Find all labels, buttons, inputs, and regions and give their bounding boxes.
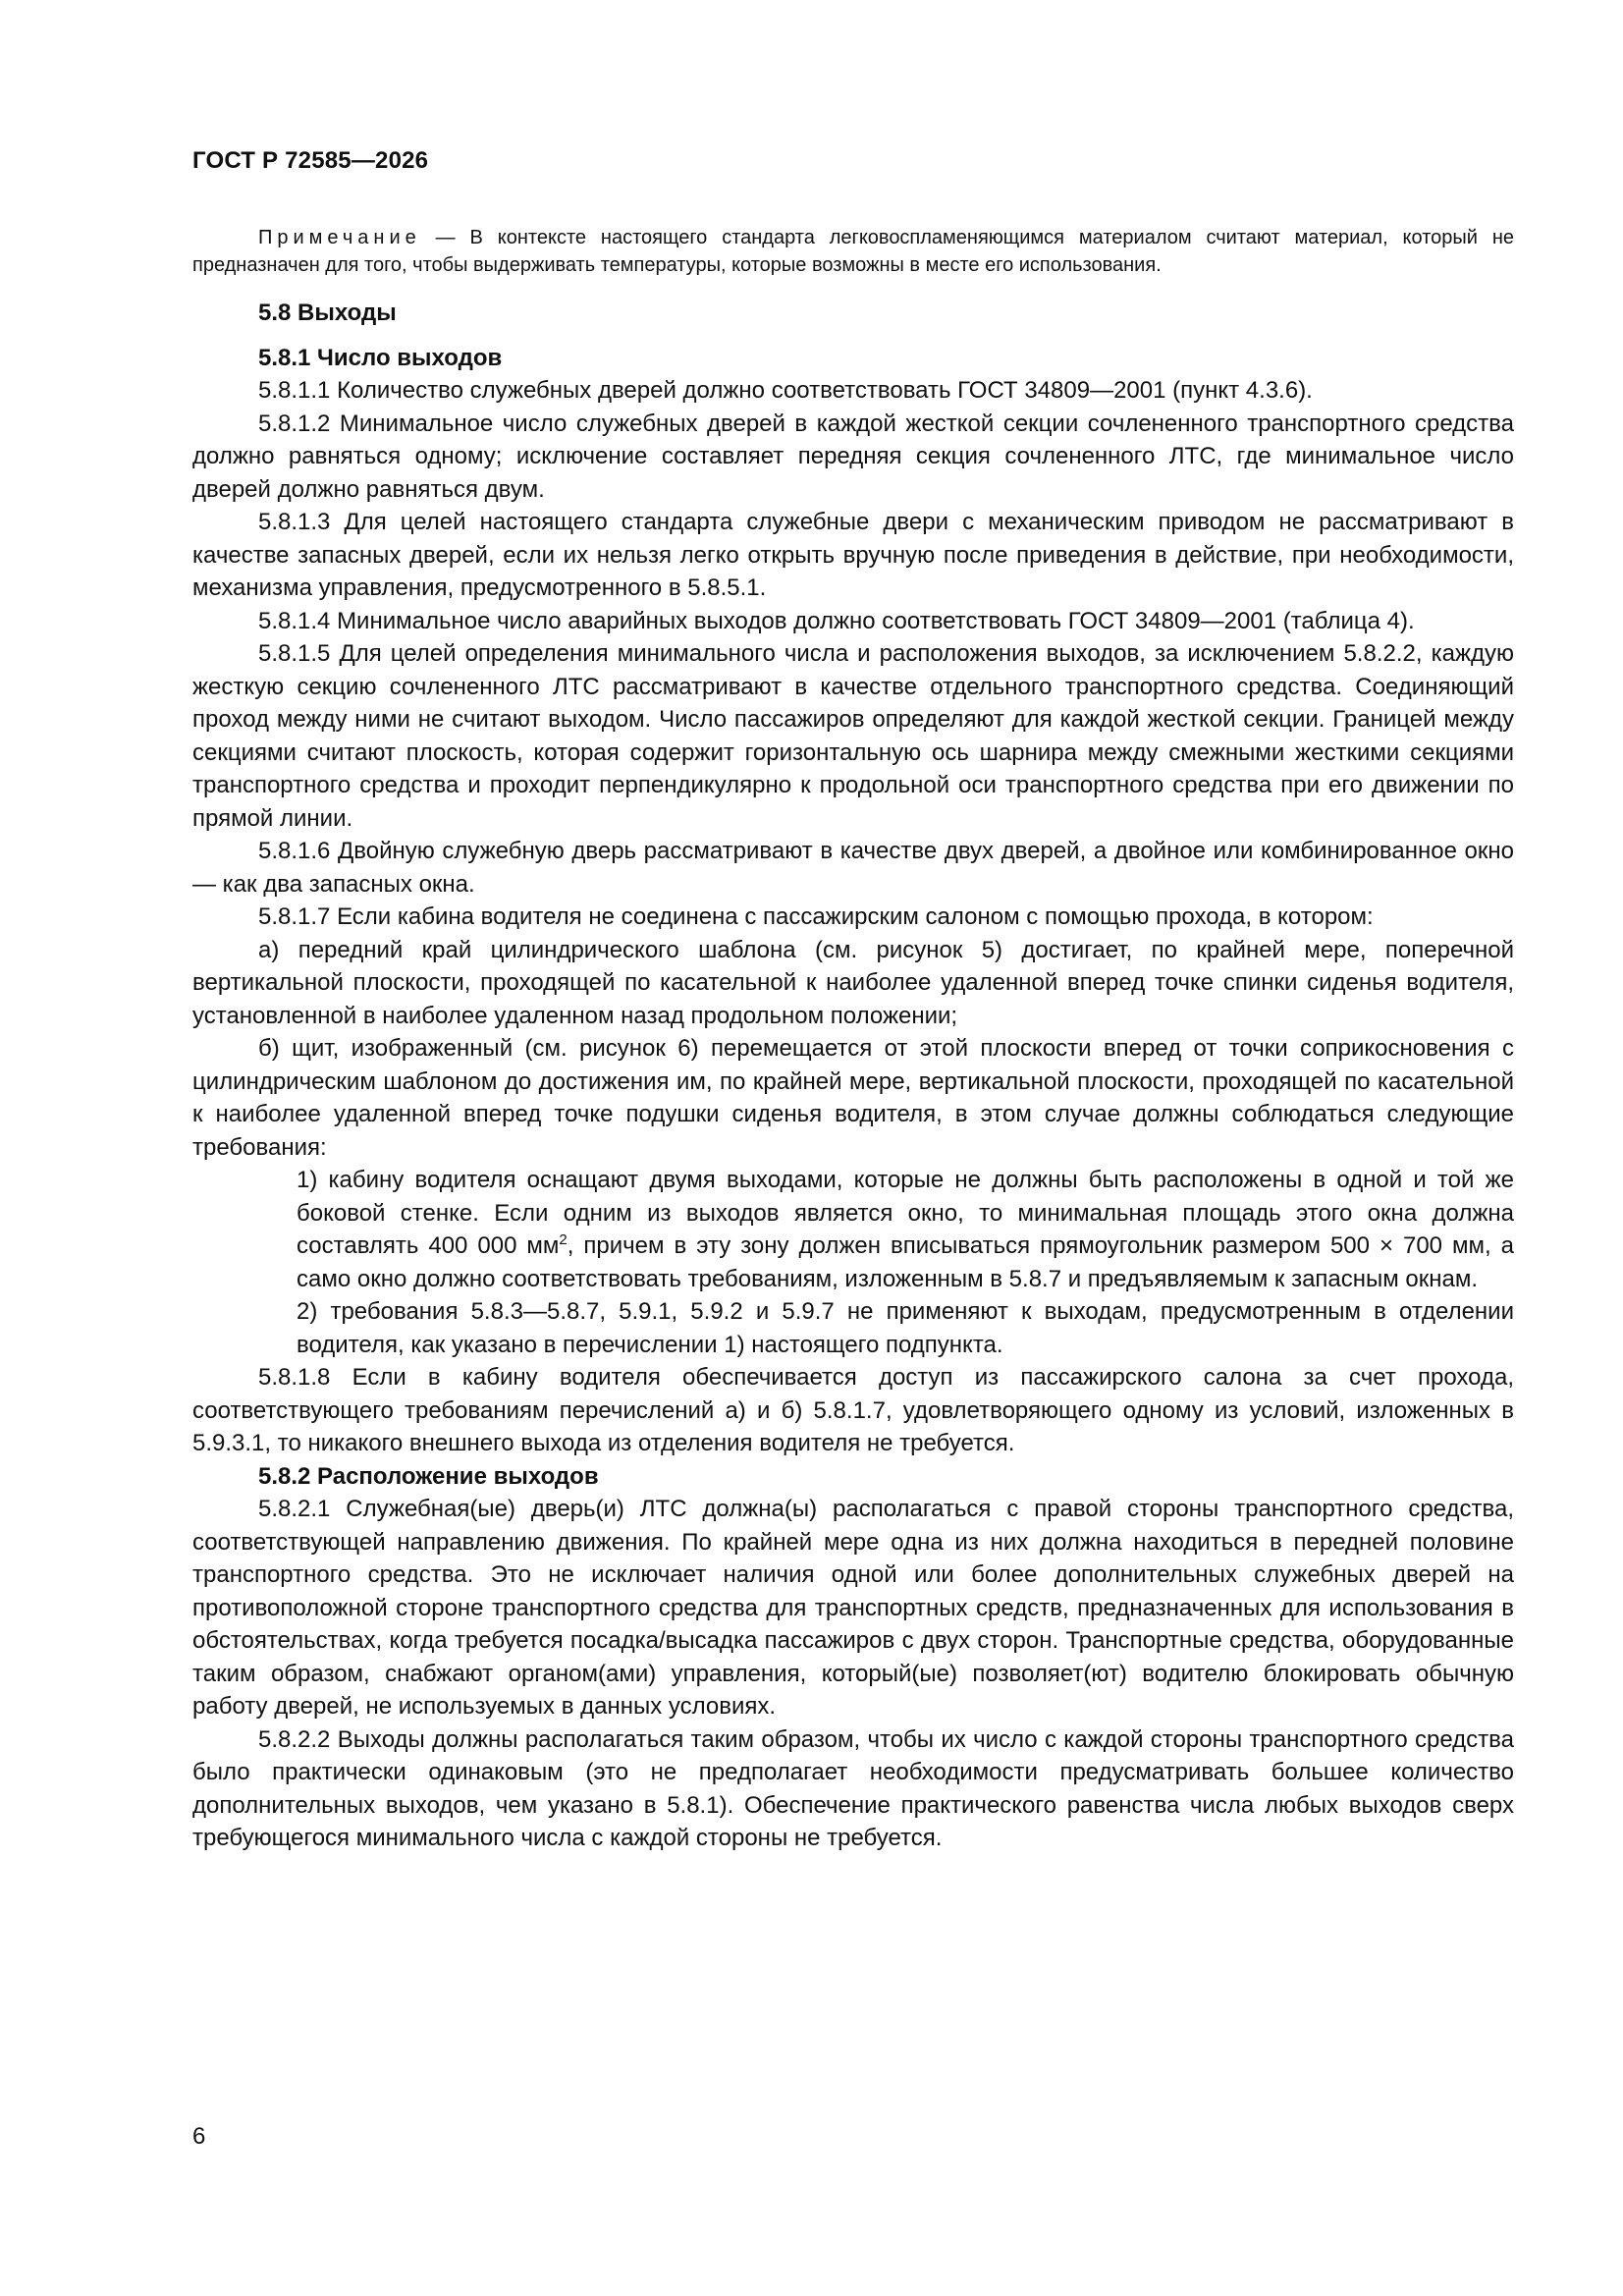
section-5-8-2-heading: 5.8.2 Расположение выходов [258,1462,599,1490]
clause-5-8-2-1: 5.8.2.1 Служебная(ые) дверь(и) ЛТС должна(ы) располагаться с правой стороны транспортного средства, соответствующей направлению движения. По крайней мере одна из них должна находиться в передней половине транспортного средства. Это не исключает наличия одной или более дополнительных служебных дверей на противоположной стороне транспортного средства для транспортных средств, предназначенных для использования в обстоятельствах, когда требуется посадка/высадка пассажиров с двух сторон. Транспортные средства, оборудованные таким образом, снабжают органом(ами) управления, который(ые) позволяет(ют) водителю блокировать обычную работу дверей, не используемых в данных условиях. [192,1496,1514,1720]
clause-5-8-1-5: 5.8.1.5 Для целей определения минимального числа и расположения выходов, за исключением 5.8.2.2, каждую жесткую секцию сочлененного ЛТС рассматривают в качестве отдельного транспортного средства. Соединяющий проход между ними не считают выходом. Число пассажиров определяют для каждой жесткой секции. Границей между секциями считают плоскость, которая содержит горизонтальную ось шарнира между смежными жесткими секциями транспортного средства и проходит перпендикулярно к продольной оси транспортного средства при его движении по прямой линии. [192,640,1514,832]
clause-5-8-1-2: 5.8.1.2 Минимальное число служебных дверей в каждой жесткой секции сочлененного транспортного средства должно равняться одному; исключение составляет передняя секция сочлененного ЛТС, где минимальное число дверей должно равняться двум. [192,410,1514,503]
clause-5-8-1-7-b-1 [192,1164,1514,1295]
clause-5-8-1-7: 5.8.1.7 Если кабина водителя не соединена с пассажирским салоном с помощью прохода, в котором: [258,903,1374,930]
superscript-2: 2 [559,1231,568,1248]
clause-5-8-1-7-b-1-text-cont: , причем в эту зону должен вписываться прямоугольник размером 500 × 700 мм, а само окно должно соответствовать требованиям, изложенным в 5.8.7 и предъявляемым к запасным окнам. [297,1232,1514,1292]
section-5-8-heading: 5.8 Выходы [258,300,397,326]
clause-5-8-2-2: 5.8.2.2 Выходы должны располагаться таким образом, чтобы их число с каждой стороны транспортного средства было практически одинаковым (это не предполагает необходимости предусматривать большее количество дополнительных выходов, чем указано в 5.8.1). Обеспечение практического равенства числа любых выходов сверх требующегося минимального числа с каждой стороны не требуется. [192,1725,1514,1851]
page-number: 6 [192,2123,206,2150]
clause-5-8-1-4: 5.8.1.4 Минимальное число аварийных выходов должно соответствовать ГОСТ 34809—2001 (таблица 4). [258,607,1415,634]
note-text: — В контексте настоящего стандарта легковоспламеняющимся материалом считают материал, который не предназначен для того, чтобы выдерживать температуры, которые возможны в месте его использования. [192,227,1514,276]
section-5-8-1-heading: 5.8.1 Число выходов [258,344,503,371]
note-paragraph [192,224,1514,279]
clause-5-8-1-7-b: б) щит, изображенный (см. рисунок 6) перемещается от этой плоскости вперед от точки соприкосновения с цилиндрическим шаблоном до достижения им, по крайней мере, вертикальной плоскости, проходящей по касательной к наиболее удаленной вперед точке подушки сиденья водителя, в этом случае должны соблюдаться следующие требования: [192,1035,1514,1161]
clause-5-8-1-7-a: а) передний край цилиндрического шаблона (см. рисунок 5) достигает, по крайней мере, поперечной вертикальной плоскости, проходящей по касательной к наиболее удаленной вперед точке спинки сиденья водителя, установленной в наиболее удаленном назад продольном положении; [192,936,1514,1029]
clause-5-8-1-6: 5.8.1.6 Двойную служебную дверь рассматривают в качестве двух дверей, а двойное или комбинированное окно — как два запасных окна. [192,838,1514,898]
clause-5-8-1-7-b-2: 2) требования 5.8.3—5.8.7, 5.9.1, 5.9.2 и 5.9.7 не применяют к выходам, предусмотренным в отделении водителя, как указано в перечислении 1) настоящего подпункта. [297,1298,1514,1358]
clause-5-8-1-3: 5.8.1.3 Для целей настоящего стандарта служебные двери с механическим приводом не рассматривают в качестве запасных дверей, если их нельзя легко открыть вручную после приведения в действие, при необходимости, механизма управления, предусмотренного в 5.8.5.1. [192,509,1514,601]
document-body [192,224,1514,1855]
clause-5-8-1-7-b-1-text: 1) кабину водителя оснащают двумя выходами, которые не должны быть расположены в одной и той же боковой стенке. Если одним из выходов является окно, то минимальная площадь этого окна должна составлять 400 000 мм [297,1167,1514,1259]
document-header: ГОСТ Р 72585—2026 [192,147,429,174]
note-label: Примечание [258,227,421,248]
clause-5-8-1-8: 5.8.1.8 Если в кабину водителя обеспечивается доступ из пассажирского салона за счет прохода, соответствующего требованиям перечислений а) и б) 5.8.1.7, удовлетворяющего одному из условий, изложенных в 5.9.3.1, то никакого внешнего выхода из отделения водителя не требуется. [192,1364,1514,1456]
clause-5-8-1-1: 5.8.1.1 Количество служебных дверей должно соответствовать ГОСТ 34809—2001 (пункт 4.3.6). [258,377,1313,404]
